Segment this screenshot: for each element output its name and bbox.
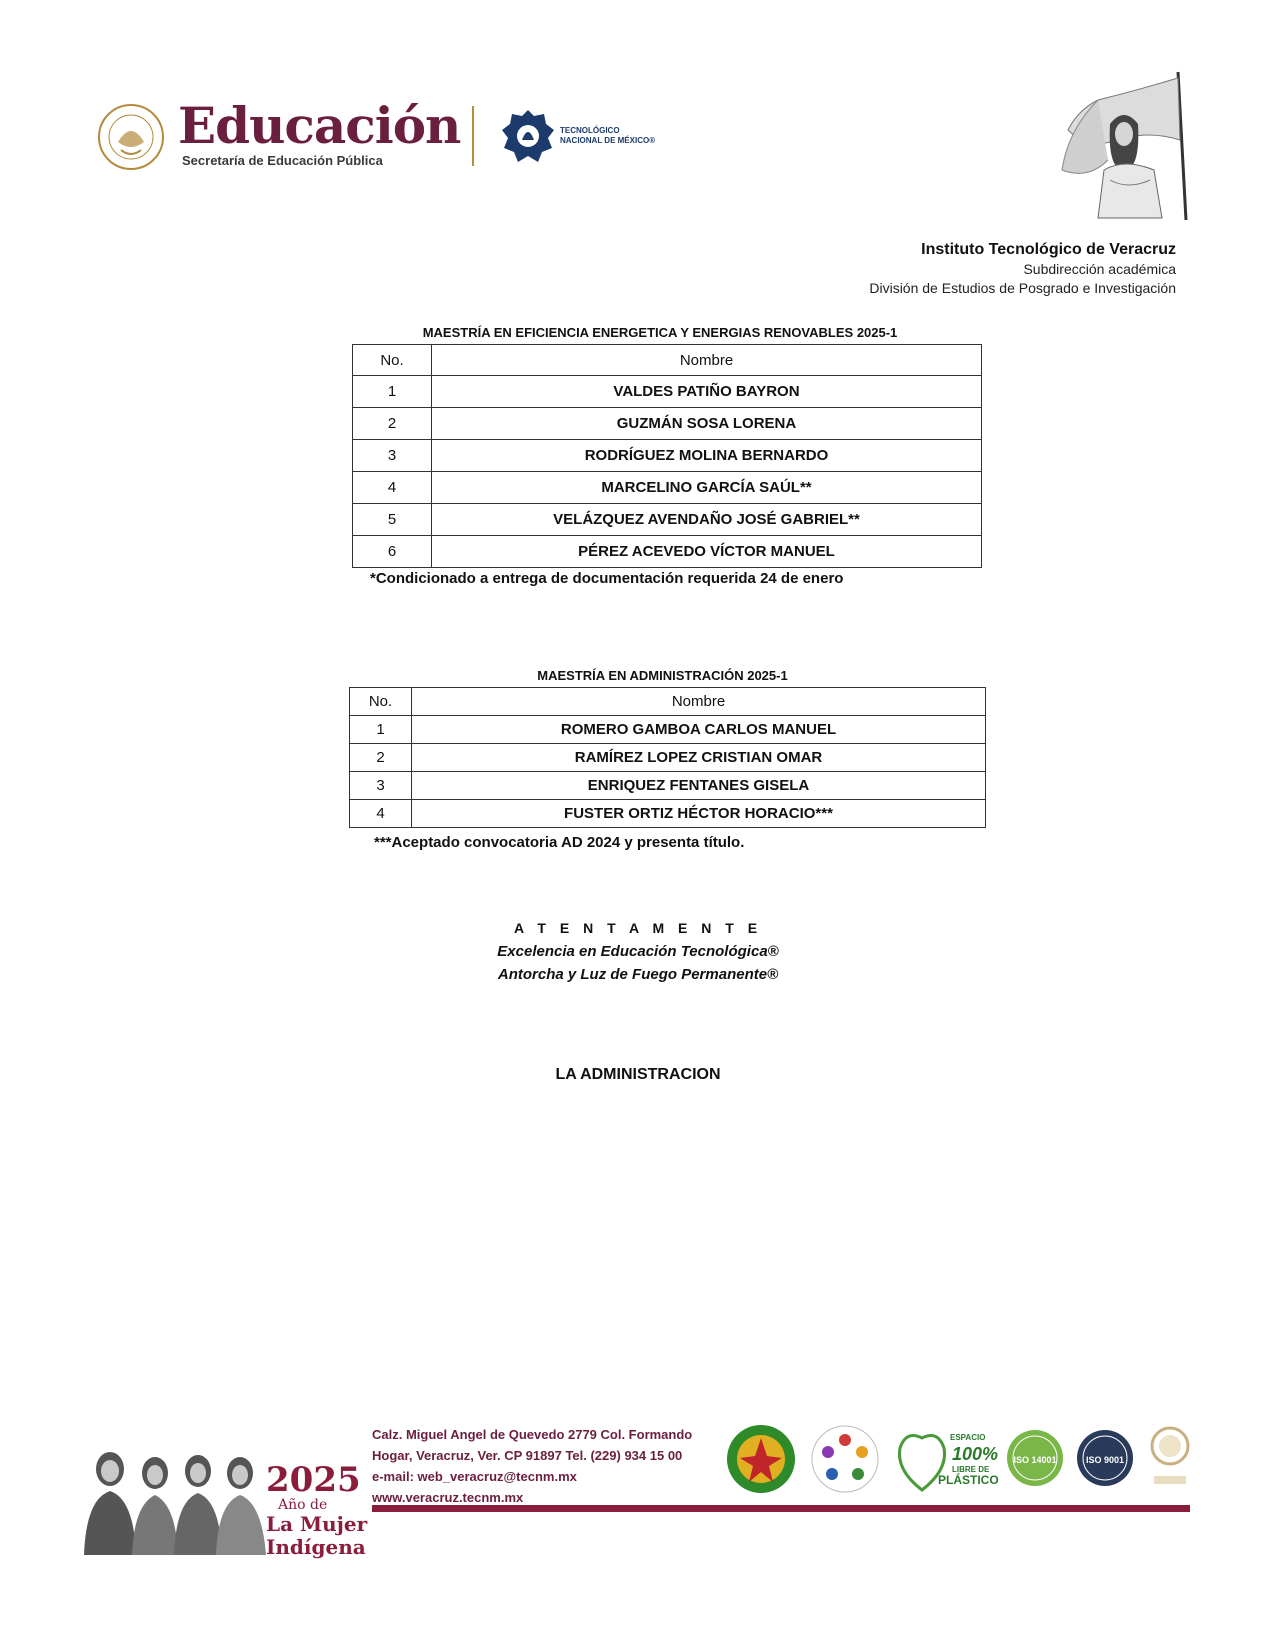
row-number: 1	[353, 376, 432, 408]
table-row	[353, 536, 982, 568]
indigenous-women-illustration	[70, 1435, 270, 1555]
table-row	[353, 472, 982, 504]
equality-certification-icon	[806, 1420, 884, 1498]
address-line-2: Hogar, Veracruz, Ver. CP 91897 Tel. (229) 934 15 00	[372, 1448, 683, 1463]
row-number: 4	[350, 800, 412, 828]
table2	[349, 687, 986, 828]
iso-9001-badge	[1074, 1420, 1136, 1498]
student-name: RODRÍGUEZ MOLINA BERNARDO	[432, 440, 982, 472]
student-name: MARCELINO GARCÍA SAÚL**	[432, 472, 982, 504]
badge-iso9001: ISO 9001	[1085, 1455, 1125, 1465]
tecnm-wordmark	[560, 126, 655, 146]
row-number: 3	[353, 440, 432, 472]
table1-header-row	[353, 345, 982, 376]
year-caption-2: La Mujer	[266, 1512, 368, 1536]
education-wordmark: Educación	[178, 96, 461, 155]
address-line-1: Calz. Miguel Angel de Quevedo 2779 Col. Formando	[372, 1427, 693, 1442]
student-name: ENRIQUEZ FENTANES GISELA	[412, 772, 986, 800]
student-name: ROMERO GAMBOA CARLOS MANUEL	[412, 716, 986, 744]
table2-header-row	[350, 688, 986, 716]
tecnm-gear-logo	[500, 106, 556, 166]
heroine-flag-illustration	[1058, 70, 1198, 220]
badge-libre: LIBRE DE	[952, 1465, 990, 1474]
table1-col-no: No.	[353, 345, 432, 376]
plastic-free-badge	[892, 1420, 999, 1498]
table1-col-name: Nombre	[432, 345, 982, 376]
quality-seal-icon	[1146, 1420, 1194, 1498]
badge-espacio: ESPACIO	[950, 1433, 986, 1442]
signature-line: LA ADMINISTRACION	[555, 1066, 721, 1083]
national-seal-logo	[96, 102, 166, 172]
year-label: 2025	[266, 1460, 361, 1500]
table-row	[350, 800, 986, 828]
row-number: 5	[353, 504, 432, 536]
footer-contact	[372, 1424, 692, 1508]
student-name: FUSTER ORTIZ HÉCTOR HORACIO***	[412, 800, 986, 828]
institution-division: División de Estudios de Posgrado e Investigación	[869, 280, 1176, 296]
row-number: 1	[350, 716, 412, 744]
table2-col-no: No.	[350, 688, 412, 716]
motto-line-2: Antorcha y Luz de Fuego Permanente®	[497, 966, 779, 983]
year-caption-1: Año de	[278, 1497, 328, 1513]
badge-100: 100%	[952, 1444, 999, 1464]
sep-subtitle: Secretaría de Educación Pública	[182, 153, 383, 168]
table1-title: MAESTRÍA EN EFICIENCIA ENERGETICA Y ENERGIAS RENOVABLES 2025-1	[422, 325, 898, 340]
table-row	[353, 408, 982, 440]
itv-emblem-icon	[722, 1420, 800, 1498]
row-number: 2	[350, 744, 412, 772]
row-number: 4	[353, 472, 432, 504]
row-number: 2	[353, 408, 432, 440]
tecnm-line-1: TECNOLÓGICO	[560, 126, 620, 135]
student-name: VALDES PATIÑO BAYRON	[432, 376, 982, 408]
table1-footnote: *Condicionado a entrega de documentación requerida 24 de enero	[370, 570, 844, 587]
student-name: GUZMÁN SOSA LORENA	[432, 408, 982, 440]
logo-divider	[472, 106, 474, 166]
email-line[interactable]: e-mail: web_veracruz@tecnm.mx	[372, 1469, 577, 1484]
table-row	[353, 376, 982, 408]
table2-footnote: ***Aceptado convocatoria AD 2024 y presenta título.	[374, 834, 745, 851]
table2-col-name: Nombre	[412, 688, 986, 716]
table-row	[353, 504, 982, 536]
badge-plastico: PLÁSTICO	[938, 1473, 999, 1487]
website-line[interactable]: www.veracruz.tecnm.mx	[372, 1490, 524, 1505]
table-row	[350, 744, 986, 772]
table-row	[350, 716, 986, 744]
student-name: RAMÍREZ LOPEZ CRISTIAN OMAR	[412, 744, 986, 772]
table2-title: MAESTRÍA EN ADMINISTRACIÓN 2025-1	[537, 668, 788, 683]
institution-block	[869, 240, 1176, 298]
closing-salutation: A T E N T A M E N T E	[513, 920, 763, 936]
motto-line-1: Excelencia en Educación Tecnológica®	[497, 943, 779, 960]
institution-name: Instituto Tecnológico de Veracruz	[921, 241, 1176, 258]
table1	[352, 344, 982, 568]
table-row	[353, 440, 982, 472]
row-number: 3	[350, 772, 412, 800]
footer-accent-bar	[372, 1505, 1190, 1512]
year-caption-3: Indígena	[266, 1535, 366, 1559]
student-name: PÉREZ ACEVEDO VÍCTOR MANUEL	[432, 536, 982, 568]
table-row	[350, 772, 986, 800]
iso-14001-badge	[1004, 1420, 1066, 1498]
student-name: VELÁZQUEZ AVENDAÑO JOSÉ GABRIEL**	[432, 504, 982, 536]
row-number: 6	[353, 536, 432, 568]
institution-department: Subdirección académica	[1023, 261, 1176, 277]
badge-iso14001: ISO 14001	[1013, 1455, 1057, 1465]
tecnm-line-2: NACIONAL DE MÉXICO®	[560, 136, 656, 145]
